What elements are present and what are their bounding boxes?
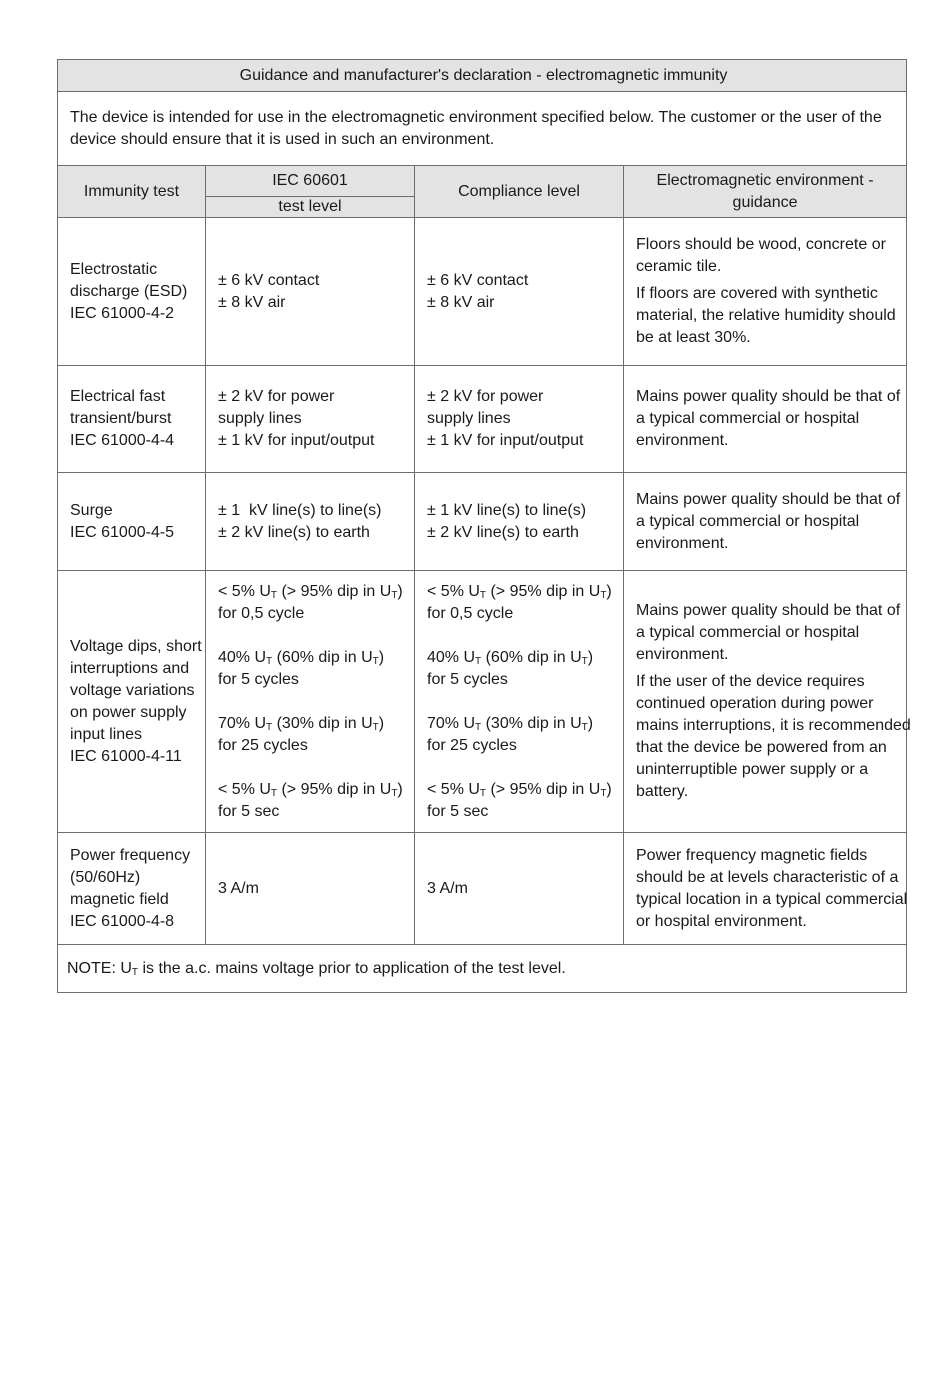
cell-compliance-eft: [415, 366, 624, 473]
level-text: ): [397, 582, 403, 600]
cell-line: or hospital environment.: [636, 912, 807, 930]
level-line: [427, 713, 614, 735]
subscript-t: T: [270, 589, 278, 601]
cell-line: magnetic field: [70, 890, 169, 908]
cell-line: ± 6 kV contact: [427, 271, 529, 289]
header-row: [58, 166, 907, 218]
cell-test-surge: [58, 473, 206, 571]
cell-line: environment.: [636, 534, 729, 552]
level-text: ): [587, 648, 594, 666]
note-prefix: NOTE: U: [67, 959, 132, 977]
cell-line: supply lines: [427, 410, 511, 427]
cell-line: ± 8 kV air: [218, 293, 286, 311]
cell-line: Mains power quality should be that of: [636, 602, 901, 619]
level-text: (> 95% dip in U: [277, 582, 392, 600]
cell-line: a typical commercial or hospital: [636, 512, 860, 530]
level-text: < 5% U: [218, 582, 271, 600]
header-environment-guidance: [624, 166, 907, 218]
cell-line: IEC 61000-4-4: [70, 432, 175, 449]
subscript-t: T: [131, 966, 138, 978]
cell-line: ± 2 kV for power: [427, 388, 544, 405]
table-row-power-frequency: [58, 833, 907, 945]
table-row-note: [58, 945, 907, 993]
cell-line: for 5 cycles: [218, 670, 299, 688]
level-line: [218, 779, 405, 801]
subscript-t: T: [581, 655, 588, 667]
header-iec-test-level: [206, 166, 415, 218]
header-iec-top: IEC 60601: [206, 166, 414, 197]
cell-line: for 5 sec: [218, 802, 280, 820]
subscript-t: T: [479, 589, 487, 601]
cell-line: IEC 61000-4-8: [70, 912, 175, 930]
cell-line: Floors should be wood, concrete or: [636, 236, 886, 253]
level-line: [427, 647, 614, 669]
cell-line: should be at levels characteristic of a: [636, 868, 899, 886]
subscript-t: T: [600, 787, 607, 799]
subscript-t: T: [391, 787, 398, 799]
cell-iec-pf: 3 A/m: [206, 833, 415, 945]
table-title: Guidance and manufacturer's declaration - electromagnetic immunity: [58, 60, 907, 92]
cell-iec-esd: [206, 218, 415, 366]
level-line: [218, 647, 405, 669]
subscript-t: T: [372, 721, 379, 733]
cell-test-pf: [58, 833, 206, 945]
level-text: (> 95% dip in U: [486, 780, 601, 798]
cell-line: that the device be powered from an: [636, 739, 887, 756]
subscript-t: T: [479, 787, 487, 799]
subscript-t: T: [372, 655, 379, 667]
cell-line: ceramic tile.: [636, 258, 722, 275]
cell-line: typical location in a typical commercial: [636, 890, 908, 908]
cell-test-esd: [58, 218, 206, 366]
cell-line: ± 8 kV air: [427, 293, 495, 311]
cell-line: a typical commercial or hospital: [636, 410, 860, 427]
level-text: 40% U: [427, 648, 476, 666]
level-line: [427, 581, 614, 603]
header-env-line-1: Electromagnetic environment -: [656, 171, 874, 189]
level-text: < 5% U: [427, 582, 480, 600]
cell-guidance-esd: [624, 218, 907, 366]
header-compliance-level: Compliance level: [415, 166, 624, 218]
level-text: 40% U: [218, 648, 267, 666]
level-line: [218, 581, 405, 603]
cell-iec-dips: [206, 571, 415, 833]
subscript-t: T: [475, 655, 482, 667]
level-text: < 5% U: [427, 780, 480, 798]
cell-guidance-eft: [624, 366, 907, 473]
cell-line: be at least 30%.: [636, 329, 751, 346]
table-row-esd: [58, 218, 907, 366]
cell-test-dips: [58, 571, 206, 833]
cell-line: environment.: [636, 432, 729, 449]
level-text: ): [378, 714, 385, 732]
cell-line: Mains power quality should be that of: [636, 490, 901, 508]
cell-line: mains interruptions, it is recommended: [636, 717, 911, 734]
subscript-t: T: [475, 721, 482, 733]
cell-line: material, the relative humidity should: [636, 307, 896, 324]
cell-line: ± 1 kV line(s) to line(s): [218, 501, 382, 519]
subscript-t: T: [581, 721, 588, 733]
cell-line: ± 2 kV line(s) to earth: [427, 523, 579, 541]
emc-immunity-table: [57, 59, 911, 993]
cell-line: on power supply: [70, 703, 187, 721]
cell-line: for 25 cycles: [427, 736, 517, 754]
cell-line: battery.: [636, 783, 689, 800]
header-iec-bottom: test level: [278, 198, 342, 215]
cell-line: voltage variations: [70, 681, 195, 699]
cell-line: ± 1 kV for input/output: [218, 432, 375, 449]
level-text: (> 95% dip in U: [486, 582, 601, 600]
cell-compliance-pf: 3 A/m: [415, 833, 624, 945]
cell-line: ± 2 kV for power: [218, 388, 335, 405]
cell-line: ± 1 kV for input/output: [427, 432, 584, 449]
subscript-t: T: [266, 721, 273, 733]
level-line: [218, 713, 405, 735]
cell-compliance-dips: [415, 571, 624, 833]
table-row-surge: [58, 473, 907, 571]
cell-line: supply lines: [218, 410, 302, 427]
cell-line: If the user of the device requires: [636, 673, 865, 690]
cell-line: Electrical fast: [70, 388, 166, 405]
cell-line: IEC 61000-4-5: [70, 523, 175, 541]
cell-line: Power frequency: [70, 846, 191, 864]
cell-line: Mains power quality should be that of: [636, 388, 901, 405]
level-text: ): [606, 582, 612, 600]
cell-line: Power frequency magnetic fields: [636, 846, 868, 864]
level-text: < 5% U: [218, 780, 271, 798]
level-text: 70% U: [427, 714, 476, 732]
cell-line: for 5 cycles: [427, 670, 508, 688]
cell-line: continued operation during power: [636, 695, 874, 712]
cell-guidance-dips: [624, 571, 911, 833]
level-line: [427, 779, 614, 801]
level-text: (30% dip in U: [272, 714, 373, 732]
cell-line: for 25 cycles: [218, 736, 308, 754]
cell-line: for 5 sec: [427, 802, 489, 820]
cell-line: IEC 61000-4-11: [70, 747, 182, 765]
cell-line: for 0,5 cycle: [218, 604, 305, 622]
level-text: ): [587, 714, 594, 732]
note-text: [58, 945, 907, 993]
table-row-eft: [58, 366, 907, 473]
cell-line: discharge (ESD): [70, 282, 188, 300]
cell-line: for 0,5 cycle: [427, 604, 514, 622]
table-row-voltage-dips: [58, 571, 907, 833]
cell-line: interruptions and: [70, 659, 190, 677]
subscript-t: T: [600, 589, 607, 601]
cell-line: ± 2 kV line(s) to earth: [218, 523, 370, 541]
cell-line: a typical commercial or hospital: [636, 624, 860, 641]
level-text: (> 95% dip in U: [277, 780, 392, 798]
level-text: ): [378, 648, 385, 666]
cell-line: Voltage dips, short: [70, 637, 202, 655]
cell-line: If floors are covered with synthetic: [636, 285, 878, 302]
cell-line: transient/burst: [70, 410, 172, 427]
cell-line: ± 6 kV contact: [218, 271, 320, 289]
note-suffix: is the a.c. mains voltage prior to application of the test level.: [138, 959, 566, 977]
level-text: (30% dip in U: [481, 714, 582, 732]
cell-line: Surge: [70, 501, 113, 519]
level-text: (60% dip in U: [481, 648, 582, 666]
header-env-line-2: guidance: [732, 193, 798, 211]
subscript-t: T: [391, 589, 398, 601]
cell-compliance-esd: [415, 218, 624, 366]
cell-line: input lines: [70, 725, 143, 743]
cell-line: uninterruptible power supply or a: [636, 761, 869, 778]
level-text: ): [397, 780, 403, 798]
subscript-t: T: [266, 655, 273, 667]
cell-line: environment.: [636, 646, 729, 663]
level-text: 70% U: [218, 714, 267, 732]
level-text: (60% dip in U: [272, 648, 373, 666]
cell-iec-surge: [206, 473, 415, 571]
subscript-t: T: [270, 787, 278, 799]
cell-line: ± 1 kV line(s) to line(s): [427, 501, 587, 519]
cell-line: (50/60Hz): [70, 868, 141, 886]
cell-guidance-surge: [624, 473, 907, 571]
level-text: ): [606, 780, 612, 798]
cell-iec-eft: [206, 366, 415, 473]
cell-line: IEC 61000-4-2: [70, 304, 175, 322]
intro-text: The device is intended for use in the electromagnetic environment specified below. The customer or the user of the device should ensure that it is used in such an environment.: [58, 92, 907, 166]
cell-compliance-surge: [415, 473, 624, 571]
cell-guidance-pf: [624, 833, 907, 945]
cell-line: Electrostatic: [70, 260, 158, 278]
cell-test-eft: [58, 366, 206, 473]
header-immunity-test: Immunity test: [58, 166, 206, 218]
